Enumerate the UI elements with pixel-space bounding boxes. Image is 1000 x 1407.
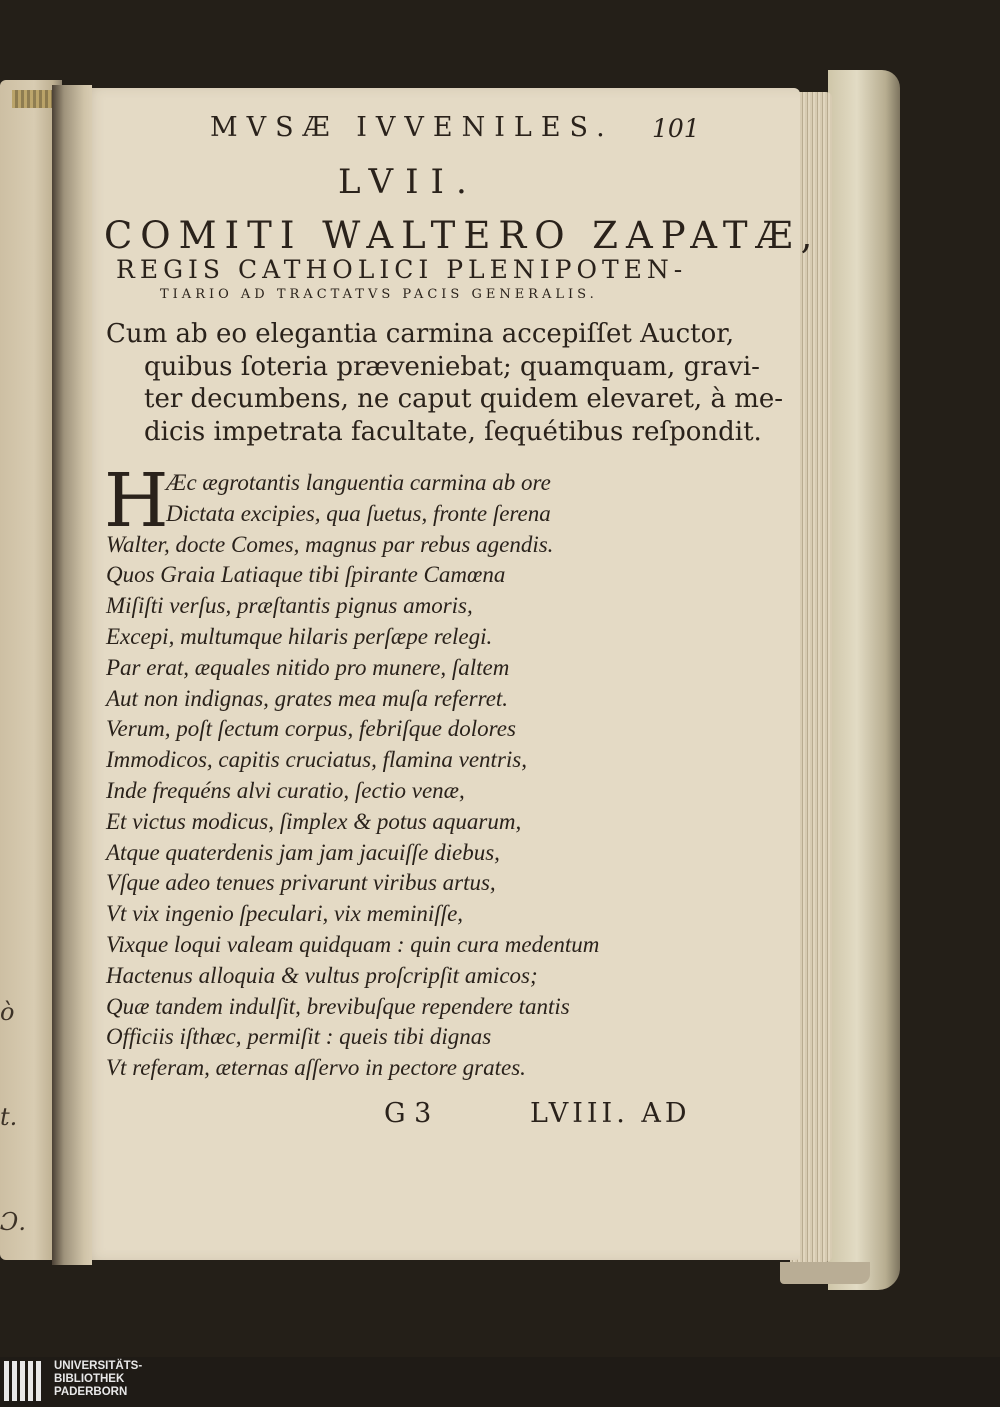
left-fragment: Ɔ. — [0, 1208, 26, 1236]
catchword: LVIII. AD — [530, 1098, 691, 1129]
poem-number: LVII. — [338, 162, 479, 202]
library-name — [54, 1360, 142, 1399]
verse-line: Atque quaterdenis jam jam jacuiſſe diebus, — [106, 839, 500, 865]
signature-mark: G 3 — [384, 1098, 432, 1129]
library-footer — [0, 1357, 1000, 1407]
vellum-cover — [828, 70, 900, 1290]
title-line-3: TIARIO AD TRACTATVS PACIS GENERALIS. — [160, 287, 598, 302]
title-line-2: REGIS CATHOLICI PLENIPOTEN- — [116, 255, 688, 284]
prose-line: Cum ab eo elegantia carmina accepiſſet Auctor, — [106, 319, 735, 349]
left-fragment: ò — [0, 998, 15, 1026]
prose-line: dicis impetrata facultate, ſequétibus reſpondit. — [144, 416, 762, 447]
prose-line: ter decumbens, ne caput quidem elevaret, à me- — [144, 384, 784, 414]
verse-line: Quos Graia Latiaque tibi ſpirante Camœna — [106, 562, 506, 588]
prose-intro — [106, 318, 783, 448]
verse-line: Quæ tandem indulſit, brevibuſque rependere tantis — [106, 993, 570, 1019]
page-bottom-edge — [780, 1262, 870, 1284]
library-name-line: BIBLIOTHEK — [54, 1373, 125, 1385]
library-name-line: PADERBORN — [54, 1386, 128, 1398]
verse-line: Inde frequéns alvi curatio, ſectio venæ, — [106, 777, 465, 803]
library-name-line: UNIVERSITÄTS- — [54, 1360, 143, 1372]
gutter — [52, 85, 92, 1265]
verse-line: Walter, docte Comes, magnus par rebus agendis. — [106, 531, 554, 557]
title-line-1: COMITI WALTERO ZAPATÆ, — [104, 214, 821, 257]
verse-line: Et victus modicus, ſimplex & potus aquarum, — [106, 808, 522, 834]
verse-line: Immodicos, capitis cruciatus, flamina ventris, — [106, 747, 527, 773]
verse-line: Vſque adeo tenues privarunt viribus artus, — [106, 870, 496, 896]
verse-line: Miſiſti verſus, præſtantis pignus amoris, — [106, 593, 473, 619]
verse-line: Aut non indignas, grates mea muſa referret. — [106, 685, 509, 711]
verse-block — [106, 468, 599, 1084]
drop-initial: H — [104, 458, 169, 544]
verse-line: Vixque loqui valeam quidquam : quin cura medentum — [106, 931, 600, 957]
verse-line: Officiis iſthæc, permiſit : queis tibi dignas — [106, 1024, 492, 1050]
verse-line: Par erat, æquales nitido pro munere, ſaltem — [106, 654, 510, 680]
verse-line: Hactenus alloquia & vultus proſcripſit amicos; — [106, 962, 538, 988]
page-number: 101 — [652, 114, 700, 143]
left-page-fragments — [0, 960, 26, 1275]
verse-line: Dictata excipies, qua ſuetus, fronte ſerena — [166, 500, 551, 526]
verse-line: Vt vix ingenio ſpeculari, vix meminiſſe, — [106, 901, 464, 927]
verse-line: Æc ægrotantis languentia carmina ab ore — [166, 470, 551, 495]
library-logo-icon — [4, 1361, 46, 1401]
verse-line: Excepi, multumque hilaris perſæpe relegi. — [106, 623, 493, 649]
prose-line: quibus ſoteria præveniebat; quamquam, gravi- — [144, 351, 760, 382]
verse-line: Verum, poſt ſectum corpus, febriſque dolores — [106, 716, 516, 742]
running-head: MVSÆ IVVENILES. — [210, 112, 614, 143]
verse-line: Vt referam, æternas aſſervo in pectore grates. — [106, 1055, 526, 1081]
left-fragment: t. — [0, 1103, 18, 1131]
